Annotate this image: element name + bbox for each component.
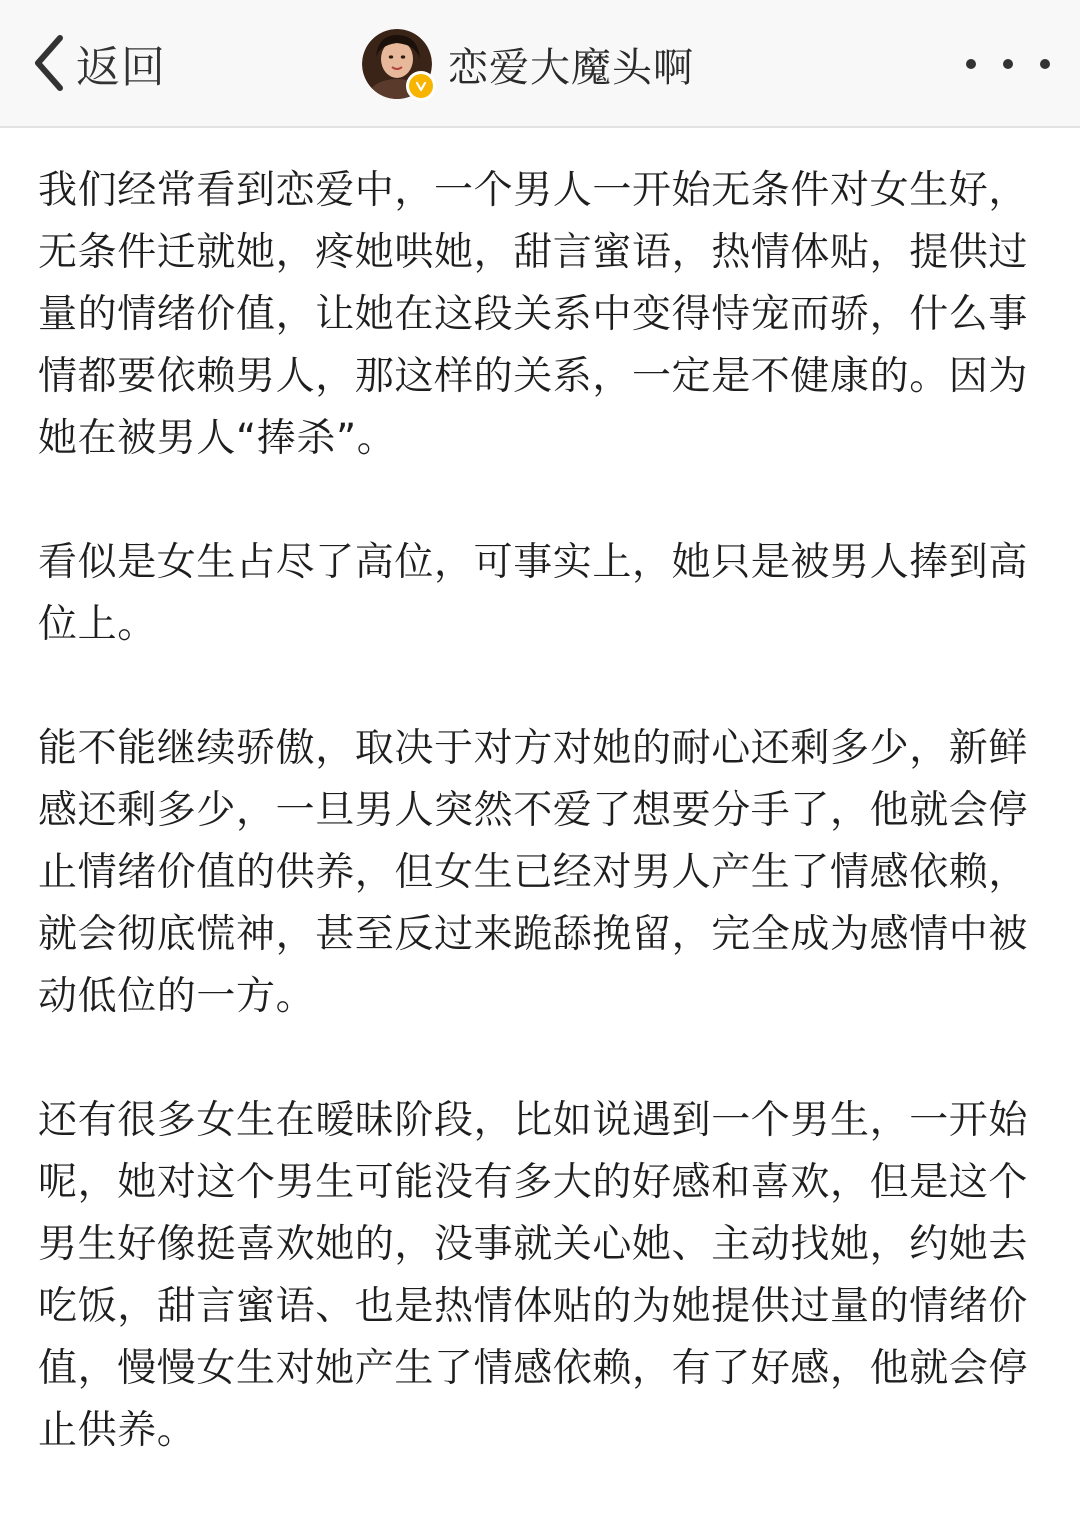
verified-badge-icon [406,71,436,101]
more-options-button[interactable] [966,44,1050,84]
avatar[interactable] [362,29,432,99]
article-paragraph: 能不能继续骄傲，取决于对方对她的耐心还剩多少，新鲜感还剩多少，一旦男人突然不爱了想要分手了，他就会停止情绪价值的供养，但女生已经对男人产生了情感依赖，就会彻底慌神，甚至反过来跪舔挽留，完全成为感情中被动低位的一方。 [38,726,1029,1019]
more-dots-icon [966,59,976,69]
profile-header[interactable] [362,28,694,100]
screen-name[interactable]: 恋爱大魔头啊 [448,44,694,91]
article-paragraph: 看似是女生占尽了高位，可事实上，她只是被男人捧到高位上。 [38,540,1029,647]
chevron-left-icon [30,30,70,96]
top-nav-bar [0,0,1080,128]
article-body [38,160,1042,1524]
more-dots-icon [1003,59,1013,69]
article-paragraph: 还有很多女生在暧昧阶段，比如说遇到一个男生，一开始呢，她对这个男生可能没有多大的好感和喜欢，但是这个男生好像挺喜欢她的，没事就关心她、主动找她，约她去吃饭，甜言蜜语、也是热情体贴的为她提供过量的情绪价值，慢慢女生对她产生了情感依赖，有了好感，他就会停止供养。 [38,1098,1029,1453]
back-button[interactable] [30,30,166,96]
article-paragraph: 我们经常看到恋爱中，一个男人一开始无条件对女生好，无条件迁就她，疼她哄她，甜言蜜语，热情体贴，提供过量的情绪价值，让她在这段关系中变得恃宠而骄，什么事情都要依赖男人，那这样的关系，一定是不健康的。因为她在被男人“捧杀”。 [38,168,1029,461]
back-label: 返回 [76,42,166,93]
more-dots-icon [1040,59,1050,69]
